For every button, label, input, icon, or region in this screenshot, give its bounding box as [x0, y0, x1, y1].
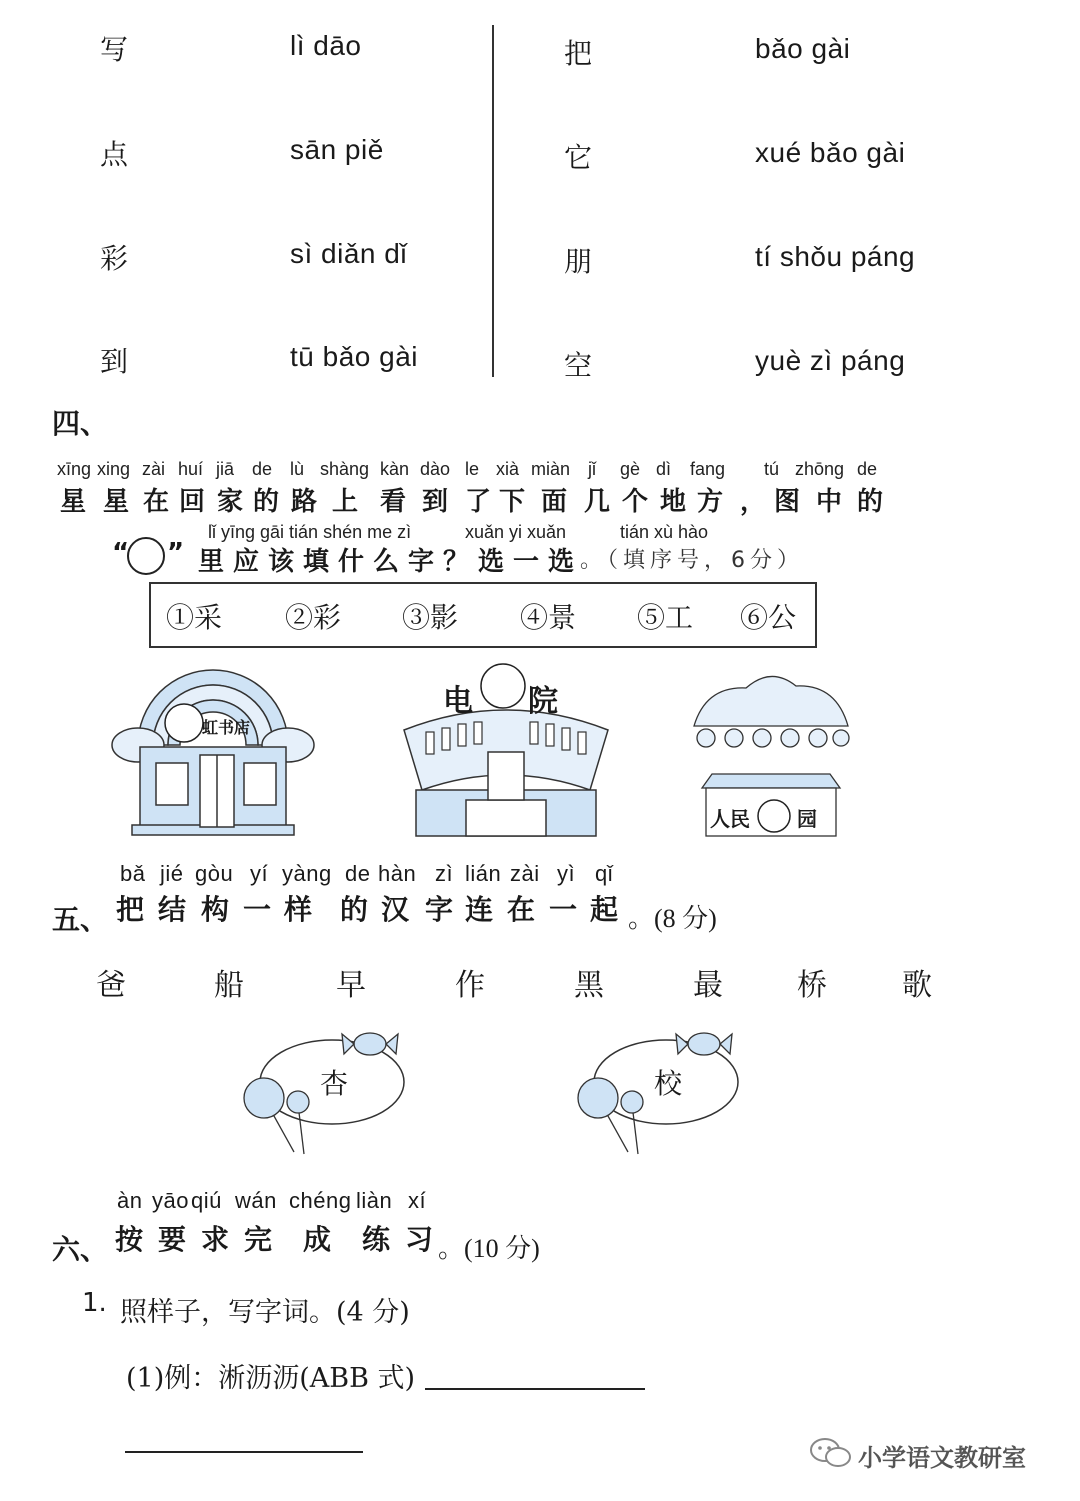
pinyin-syllable: yí: [250, 861, 269, 886]
question-char: 星: [103, 487, 130, 517]
cinema-illustration: [400, 660, 612, 840]
bookstore-label: 虹书店: [202, 718, 251, 737]
match-right-pinyin-3: tí shǒu páng: [755, 241, 916, 272]
pinyin-syllable: gòu: [195, 861, 234, 886]
cinema-label-left: 电: [443, 684, 473, 719]
match-left-char-2: 点: [100, 138, 129, 171]
question-char: 路: [291, 487, 318, 517]
pinyin-syllable: lù: [290, 459, 305, 479]
title-char: 起: [590, 893, 619, 926]
match-right-pinyin-4: yuè zì páng: [755, 345, 906, 376]
title-char: 成: [303, 1223, 332, 1256]
park-label-right: 园: [797, 807, 817, 831]
question-char: 面: [541, 487, 568, 517]
answer-line-1[interactable]: [425, 1388, 645, 1390]
match-left-pinyin-3: sì diǎn dǐ: [290, 238, 408, 269]
blank-circle: [127, 537, 165, 575]
match-right-char-2: 它: [564, 141, 593, 174]
title-char: 的: [340, 893, 369, 926]
title-char: 把: [116, 893, 145, 926]
char-2: 船: [214, 968, 244, 1003]
pinyin-syllable: miàn: [531, 459, 571, 479]
section4-note: 。（填序号，6分）: [580, 548, 804, 573]
pinyin-syllable: zhōng: [795, 459, 845, 479]
title-char: 结: [158, 893, 187, 926]
section4-pinyin-2c: tián xù hào: [620, 522, 709, 542]
title-char: 要: [158, 1223, 187, 1256]
match-right-char-1: 把: [564, 37, 593, 70]
wechat-icon: [808, 1435, 854, 1471]
option-6: ⑥公: [740, 603, 797, 634]
pinyin-syllable: kàn: [380, 459, 410, 479]
section6-number: 六、: [52, 1233, 109, 1266]
title-char: 连: [465, 893, 494, 926]
question-char: 个: [622, 487, 649, 517]
pinyin-syllable: xí: [408, 1188, 427, 1213]
answer-line-2[interactable]: [125, 1451, 363, 1453]
candy-left-char: 杏: [320, 1067, 349, 1100]
title-char: 构: [201, 893, 230, 926]
section4-pinyin-2b: xuǎn yi xuǎn: [465, 522, 567, 542]
option-5: ⑤工: [637, 603, 694, 634]
title-char: 字: [425, 893, 454, 926]
title-char: 在: [507, 893, 536, 926]
char-6: 最: [693, 968, 723, 1003]
match-right-char-4: 空: [564, 349, 593, 382]
watermark: 小学语文教研室: [858, 1444, 1026, 1472]
question-char: 星: [60, 487, 87, 517]
match-right-pinyin-1: bǎo gài: [755, 33, 851, 64]
question-char: 回: [179, 487, 206, 517]
char-3: 早: [336, 968, 366, 1003]
char-8: 歌: [902, 968, 932, 1003]
char-4: 作: [455, 968, 485, 1003]
q1-number: 1.: [82, 1288, 107, 1318]
section6-score: 。(10 分): [438, 1234, 540, 1263]
section4-pinyin-2a: lǐ yīng gāi tián shén me zì: [208, 522, 412, 542]
title-char: 习: [405, 1223, 434, 1256]
pinyin-syllable: yì: [557, 861, 576, 886]
pinyin-syllable: gè: [620, 459, 641, 479]
title-char: 练: [362, 1223, 391, 1256]
pinyin-syllable: qiú: [191, 1188, 222, 1213]
question-char: 家: [217, 487, 244, 517]
question-char: 的: [857, 487, 884, 517]
pinyin-syllable: zài: [510, 861, 540, 886]
pinyin-syllable: xià: [496, 459, 520, 479]
match-right-char-3: 朋: [564, 245, 593, 278]
match-right-pinyin-2: xué bǎo gài: [755, 137, 906, 168]
pinyin-syllable: qǐ: [595, 861, 614, 886]
section4-question-line2: 里应该填什么字？选一选: [198, 547, 584, 577]
option-3: ③影: [402, 603, 459, 634]
pinyin-syllable: le: [465, 459, 480, 479]
pinyin-syllable: dào: [420, 459, 451, 479]
question-char: 地: [660, 487, 687, 517]
match-left-char-4: 到: [100, 345, 129, 378]
pinyin-syllable: de: [252, 459, 273, 479]
q1-text: 照样子，写字词。(4 分): [120, 1297, 410, 1328]
pinyin-syllable: hàn: [378, 861, 417, 886]
char-1: 爸: [96, 968, 126, 1003]
question-char: ，: [740, 487, 767, 517]
question-char: 到: [422, 487, 449, 517]
pinyin-syllable: zài: [142, 459, 166, 479]
pinyin-syllable: jiā: [216, 459, 235, 479]
match-left-char-3: 彩: [100, 242, 129, 275]
pinyin-syllable: de: [345, 861, 371, 886]
title-char: 一: [549, 893, 578, 926]
title-char: 完: [244, 1223, 273, 1256]
question-char: 方: [697, 487, 724, 517]
option-2: ②彩: [285, 603, 342, 634]
close-quote: ”: [167, 538, 185, 568]
pinyin-syllable: dì: [656, 459, 672, 479]
question-char: 下: [499, 487, 526, 517]
char-5: 黑: [574, 968, 604, 1003]
bookstore-illustration: [108, 655, 318, 840]
pinyin-syllable: de: [857, 459, 878, 479]
pinyin-syllable: zì: [435, 861, 454, 886]
pinyin-syllable: tú: [764, 459, 780, 479]
char-7: 桥: [797, 968, 827, 1003]
match-left-pinyin-2: sān piě: [290, 134, 384, 165]
option-1: ①采: [166, 603, 223, 634]
pinyin-syllable: huí: [178, 459, 204, 479]
pinyin-syllable: liàn: [356, 1188, 393, 1213]
section5-number: 五、: [52, 903, 109, 936]
pinyin-syllable: àn: [117, 1188, 143, 1213]
question-char: 在: [143, 487, 170, 517]
pinyin-syllable: xing: [97, 459, 131, 479]
question-char: 中: [816, 487, 843, 517]
match-left-char-1: 写: [100, 33, 129, 66]
title-char: 按: [115, 1223, 144, 1256]
park-label-left: 人民: [710, 807, 750, 831]
pinyin-syllable: bǎ: [120, 861, 146, 886]
title-char: 汉: [381, 893, 410, 926]
options-box: [149, 582, 817, 648]
pinyin-syllable: fang: [690, 459, 726, 479]
option-4: ④景: [520, 603, 577, 634]
pinyin-syllable: yāo: [152, 1188, 189, 1213]
match-left-pinyin-1: lì dāo: [290, 30, 362, 61]
cinema-label-right: 院: [528, 684, 558, 719]
pinyin-syllable: xīng: [57, 459, 92, 479]
pinyin-syllable: jié: [160, 861, 184, 886]
title-char: 求: [201, 1223, 230, 1256]
title-char: 一: [243, 893, 272, 926]
pinyin-syllable: shàng: [320, 459, 370, 479]
pinyin-syllable: yàng: [282, 861, 332, 886]
question-char: 的: [253, 487, 280, 517]
divider-line: [492, 25, 494, 377]
section4-number: 四、: [52, 407, 109, 440]
q1-example: (1)例：淅沥沥(ABB 式): [126, 1363, 416, 1394]
question-char: 图: [774, 487, 801, 517]
question-char: 了: [465, 487, 492, 517]
section5-score: 。(8 分): [628, 904, 717, 933]
pinyin-syllable: lián: [465, 861, 502, 886]
candy-right-char: 校: [654, 1067, 683, 1100]
match-left-pinyin-4: tū bǎo gài: [290, 341, 418, 372]
pinyin-syllable: wán: [235, 1188, 277, 1213]
pinyin-syllable: chéng: [289, 1188, 352, 1213]
open-quote: “: [112, 538, 130, 568]
question-char: 上: [332, 487, 359, 517]
pinyin-syllable: jǐ: [588, 459, 596, 479]
title-char: 样: [284, 893, 313, 926]
question-char: 看: [380, 487, 407, 517]
question-char: 几: [584, 487, 611, 517]
